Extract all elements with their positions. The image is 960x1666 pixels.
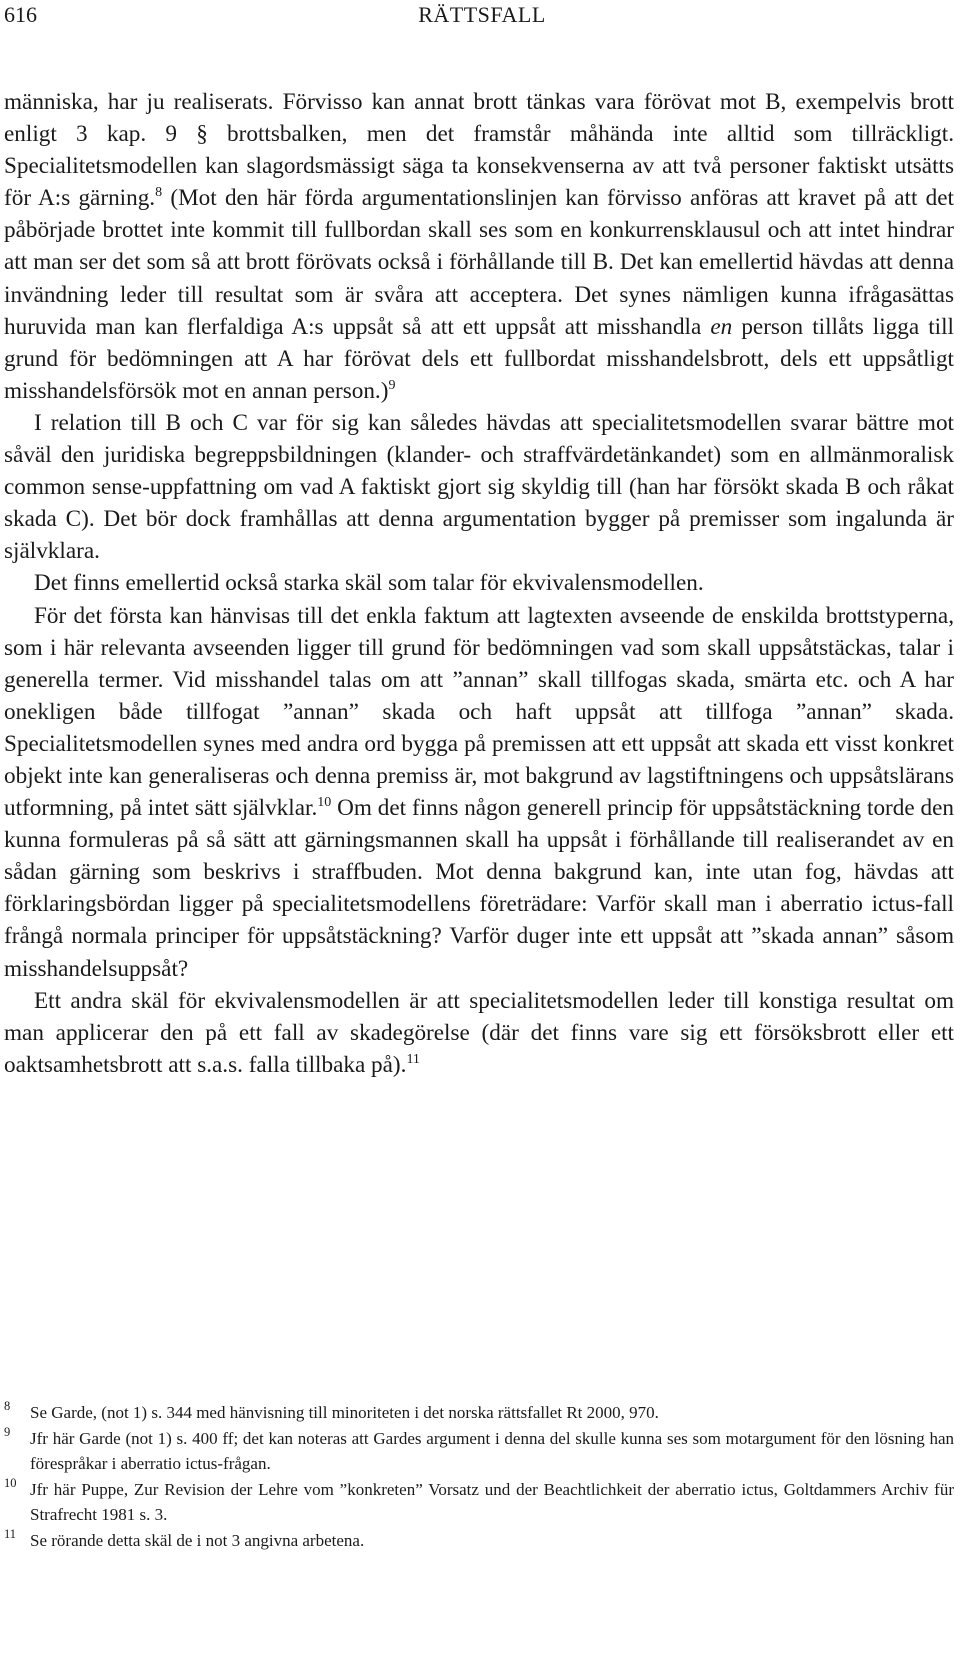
footnote [4, 1477, 954, 1528]
running-head: RÄTTSFALL [418, 2, 546, 27]
footnote [4, 1426, 954, 1477]
body-paragraph [4, 600, 954, 985]
page-header [4, 2, 960, 32]
footnote-number: 9 [4, 1424, 11, 1439]
footnote-number: 11 [4, 1526, 17, 1541]
body-text [4, 86, 954, 1081]
footnote-text: Se rörande detta skäl de i not 3 angivna arbetena. [30, 1530, 365, 1550]
footnote-text: Jfr här Puppe, Zur Revision der Lehre vom ”konkreten” Vorsatz und der Beachtlichkeit der aberratio ictus, Goltdammers Archiv für Strafrecht 1981 s. 3. [30, 1479, 954, 1524]
footnote-reference: 10 [317, 795, 332, 811]
text-run: person tillåts ligga till grund för bedömningen att A har förövat dels ett fullbordat misshandelsbrott, dels ett uppsåtligt misshandelsförsök mot en annan person.) [4, 313, 954, 404]
body-paragraph [4, 567, 954, 599]
footnote-text: Jfr här Garde (not 1) s. 400 ff; det kan noteras att Gardes argument i denna del skulle kunna ses som motargument för den lösning han förespråkar i aberratio ictus-frågan. [30, 1428, 954, 1473]
footnote [4, 1528, 954, 1554]
footnote-number: 8 [4, 1399, 11, 1413]
text-run: För det första kan hänvisas till det enkla faktum att lagtexten avseende de enskilda brottstyperna, som i här relevanta avseenden ligger till grund för bedömningen vad som skall uppsåtstäckas, talar i generella termer. Vid misshandel talas om att ”annan” skall tillfogas skada, smärta etc. och A har onekligen både tillfogat ”annan” skada och haft uppsåt att tillfoga ”annan” skada. Specialitetsmodellen synes med andra ord bygga på premissen att ett uppsåt att skada ett visst konkret objekt inte kan generaliseras och denna premiss är, mot bakgrund av lagstiftningens och uppsåtslärans utformning, på intet sätt självklar. [4, 602, 954, 822]
text-run: I relation till B och C var för sig kan således hävdas att specialitetsmodellen svarar bättre mot såväl den juridiska begreppsbildningen (klander- och straffvärdetänkandet) som en allmänmoralisk common sense-uppfattning om vad A faktiskt gjort sig skyldig till (han har försökt skada B och råkat skada C). Det bör dock framhållas att denna argumentation bygger på premisser som ingalunda är självklara. [4, 409, 954, 565]
emphasized-text: en [710, 313, 733, 340]
footnotes [4, 1400, 954, 1553]
body-paragraph [4, 407, 954, 567]
footnote-number: 10 [4, 1475, 17, 1490]
body-paragraph [4, 985, 954, 1081]
footnote-reference: 11 [406, 1051, 420, 1067]
footnote-reference: 8 [155, 185, 163, 201]
page-number: 616 [4, 2, 37, 27]
text-run: människa, har ju realiserats. Förvisso kan annat brott tänkas vara förövat mot B, exempelvis brott enligt 3 kap. 9 § brottsbalken, men det framstår måhända inte alltid som tillräckligt. Specialitetsmodellen kan slagordsmässigt säga ta konsekvenserna av att två personer faktiskt utsätts för A:s gärning. [4, 89, 954, 212]
footnote [4, 1400, 954, 1426]
text-run: Ett andra skäl för ekvivalensmodellen är att specialitetsmodellen leder till konstiga resultat om man applicerar den på ett fall av skadegörelse (där det finns vare sig ett försöksbrott eller ett oaktsamhetsbrott att s.a.s. falla tillbaka på). [4, 987, 954, 1078]
footnote-reference: 9 [388, 377, 396, 393]
text-run: Om det finns någon generell princip för uppsåtstäckning torde den kunna formuleras på så sätt att gärningsmannen skall ha uppsåt i förhållande till realiserandet av en sådan gärning som beskrivs i straffbuden. Mot denna bakgrund kan, inte utan fog, hävdas att förklaringsbördan ligger på specialitetsmodellens företrädare: Varför skall man i aberratio ictus-fall frångå normala principer för uppsåtstäckning? Varför duger inte ett uppsåt att ”skada annan” såsom misshandelsuppsåt? [4, 795, 954, 982]
text-run: Det finns emellertid också starka skäl som talar för ekvivalensmodellen. [34, 570, 704, 597]
body-paragraph [4, 86, 954, 407]
footnote-text: Se Garde, (not 1) s. 344 med hänvisning till minoriteten i det norska rättsfallet Rt 2000, 970. [30, 1403, 659, 1422]
text-run: (Mot den här förda argumentationslinjen kan förvisso anföras att kravet på att det påbörjade brottet inte kommit till fullbordan skall ses som en konkurrensklausul och att intet hindrar att man ser det som så att brott förövats också i förhållande till B. Det kan emellertid hävdas att denna invändning leder till resultat som är svåra att acceptera. Det synes nämligen kunna ifrågasättas huruvida man kan flerfaldiga A:s uppsåt så att ett uppsåt att misshandla [4, 185, 954, 340]
